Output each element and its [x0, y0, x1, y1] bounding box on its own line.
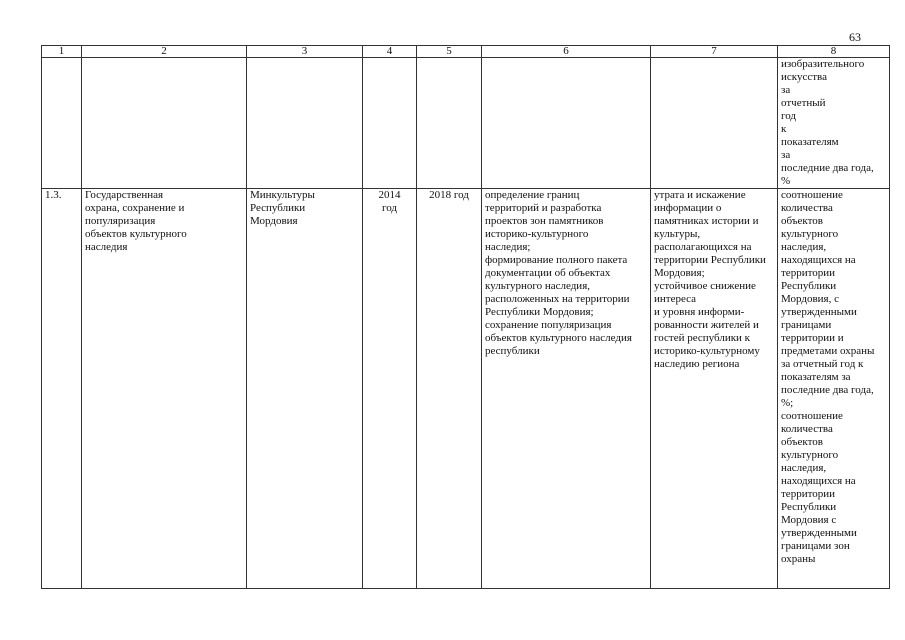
continued-row	[42, 58, 890, 189]
cell-line: культурного	[781, 228, 839, 240]
cell-line: соотношение	[781, 410, 843, 422]
cell-line: и уровня информи-	[654, 306, 745, 318]
cell-line: определение границ	[485, 189, 580, 201]
cell-line: 2014	[378, 189, 401, 201]
cell-line: за	[781, 149, 791, 161]
consequences-cell	[651, 189, 778, 589]
cell-line: искусства	[781, 71, 827, 83]
cell-line: наследия;	[485, 241, 531, 253]
cell-line: Республики	[781, 280, 837, 292]
cell-line: устойчивое снижение	[654, 280, 756, 292]
header-cell-3: 3	[247, 46, 363, 58]
cell-line: за отчетный год к	[781, 358, 864, 370]
cell-line: культурного	[781, 449, 839, 461]
cell-line: наследия,	[781, 241, 827, 253]
cell-line: проектов зон памятников	[485, 215, 604, 227]
actions-cell	[482, 189, 651, 589]
cell-line: гостей республики к	[654, 332, 751, 344]
cell-line: количества	[781, 202, 833, 214]
cell-line: расположенных на территории	[485, 293, 630, 305]
cell-line: объектов	[781, 436, 823, 448]
header-cell-7: 7	[651, 46, 778, 58]
measure-name-cell	[82, 189, 247, 589]
cell-line: соотношение	[781, 189, 843, 201]
cell-line: год	[781, 110, 797, 122]
cell-line: историко-культурного	[485, 228, 589, 240]
cell-line: территории и	[781, 332, 844, 344]
cell-line: территории Республики	[654, 254, 766, 266]
cell-line: Государственная	[85, 189, 164, 201]
header-cell-2: 2	[82, 46, 247, 58]
cell-line: Мордовия	[250, 215, 298, 227]
header-cell-6: 6	[482, 46, 651, 58]
cell-line: количества	[781, 423, 833, 435]
program-table	[41, 45, 890, 589]
cell-line: наследию региона	[654, 358, 740, 370]
header-cell-8: 8	[778, 46, 890, 58]
cell-line: объектов	[781, 215, 823, 227]
cell-line: показателям за	[781, 371, 851, 383]
cell-line: последние два года,	[781, 384, 874, 396]
cell-line: наследия,	[781, 462, 827, 474]
cell-line: предметами охраны	[781, 345, 875, 357]
cell-line: находящихся на	[781, 475, 856, 487]
cell-line: утвержденными	[781, 306, 857, 318]
cell-line: Республики	[781, 501, 837, 513]
cell-line: памятниках истории и	[654, 215, 759, 227]
header-row	[42, 46, 890, 58]
cell-line: год	[381, 202, 398, 214]
cell-line: к	[781, 123, 787, 135]
cell-line: культурного наследия,	[485, 280, 590, 292]
cell-line: Мордовия, с	[781, 293, 839, 305]
indicators-cell	[778, 189, 890, 589]
cell-line: Республики	[250, 202, 306, 214]
table-row	[42, 189, 890, 589]
cell-line: границами зон	[781, 540, 850, 552]
cell-line: Мордовия с	[781, 514, 837, 526]
cell-line: территории	[781, 267, 836, 279]
start-year-cell	[363, 189, 417, 589]
row-number: 1.3.	[42, 189, 82, 589]
cell-line: наследия	[85, 241, 128, 253]
continued-indicators-cell	[778, 58, 890, 189]
cell-line: Минкультуры	[250, 189, 315, 201]
cell-line: популяризация	[85, 215, 156, 227]
cell-line: культуры,	[654, 228, 701, 240]
cell-line: последние два года,	[781, 162, 874, 174]
executor-cell	[247, 189, 363, 589]
cell-line: республики	[485, 345, 540, 357]
cell-line: изобразительного	[781, 58, 865, 70]
cell-line: %;	[781, 397, 794, 409]
cell-line: документации об объектах	[485, 267, 611, 279]
cell-line: за	[781, 84, 791, 96]
header-cell-5: 5	[417, 46, 482, 58]
cell-line: интереса	[654, 293, 697, 305]
cell-line: рованности жителей и	[654, 319, 759, 331]
cell-line: границами	[781, 319, 832, 331]
cell-line: территории	[781, 488, 836, 500]
cell-line: Республики Мордовия;	[485, 306, 594, 318]
cell-line: сохранение популяризация	[485, 319, 612, 331]
page-number: 63	[849, 30, 861, 44]
cell-line: Мордовия;	[654, 267, 705, 279]
cell-line: располагающихся на	[654, 241, 752, 253]
end-year-cell: 2018 год	[417, 189, 482, 589]
cell-line: находящихся на	[781, 254, 856, 266]
cell-line: объектов культурного	[85, 228, 187, 240]
cell-line: историко-культурному	[654, 345, 760, 357]
cell-line: территорий и разработка	[485, 202, 602, 214]
cell-line: объектов культурного наследия	[485, 332, 632, 344]
cell-line: %	[781, 175, 791, 187]
cell-line: формирование полного пакета	[485, 254, 628, 266]
cell-line: утрата и искажение	[654, 189, 746, 201]
cell-line: отчетный	[781, 97, 826, 109]
cell-line: показателям	[781, 136, 839, 148]
cell-line: информации о	[654, 202, 722, 214]
cell-line: охрана, сохранение и	[85, 202, 185, 214]
cell-line: утвержденными	[781, 527, 857, 539]
header-cell-1: 1	[42, 46, 82, 58]
cell-line: охраны	[781, 553, 816, 565]
header-cell-4: 4	[363, 46, 417, 58]
